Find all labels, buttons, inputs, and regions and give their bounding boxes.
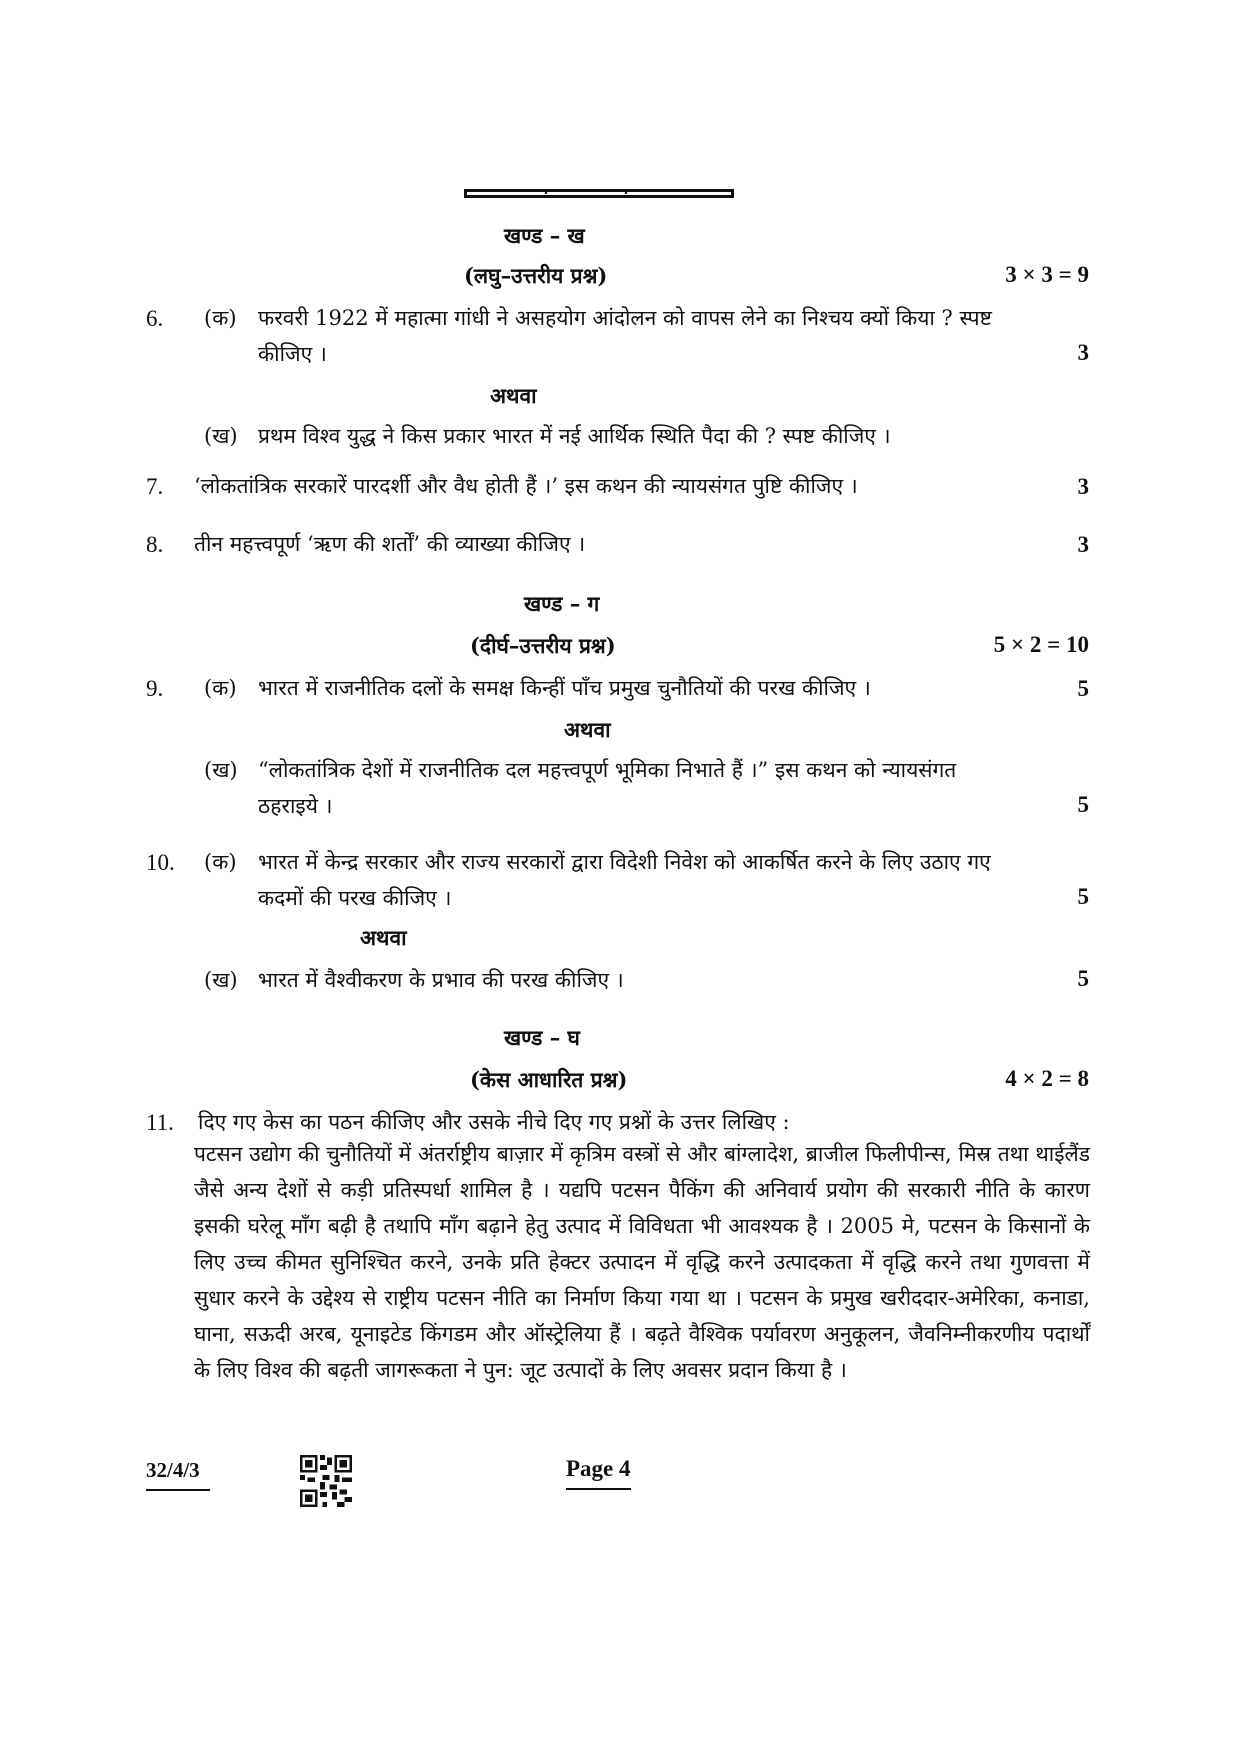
q9-or: अथवा: [564, 717, 611, 742]
footer-page-number: Page 4: [566, 1456, 631, 1490]
q6-part-a-line1: फरवरी 1922 में महात्मा गांधी ने असहयोग आंदोलन को वापस लेने का निश्चय क्यों किया ? स्पष्ट: [258, 306, 992, 330]
q10-part-b-marks: 5: [1077, 966, 1089, 991]
q9-number: 9.: [146, 676, 164, 701]
section-c-heading: खण्ड – ग: [524, 591, 600, 616]
section-d-marks-scheme: 4 × 2 = 8: [1005, 1066, 1089, 1091]
q11-number: 11.: [146, 1110, 174, 1135]
q6-part-a-line2: कीजिए ।: [258, 342, 327, 366]
divider-tick: [625, 189, 627, 194]
q11-case-passage: पटसन उद्योग की चुनौतियों में अंतर्राष्ट्रीय बाज़ार में कृत्रिम वस्त्रों से और बांग्लादेश, ब्राजील फिलीपीन्स, मिस्र तथा थाईलैंड जैसे अन्य देशों से कड़ी प्रतिस्पर्धा शामिल है । यद्यपि पटसन पैकिंग की अनिवार्य प्रयोग की सरकारी नीति के कारण इसकी घरेलू माँग बढ़ी है तथापि माँग बढ़ाने हेतु उत्पाद में विविधता भी आवश्यक है । 2005 मे, पटसन के किसानों के लिए उच्च कीमत सुनिश्चित करने, उनके प्रति हेक्टर उत्पादन में वृद्धि करने उत्पादकता में वृद्धि करने तथा गुणवत्ता में सुधार करने के उद्देश्य से राष्ट्रीय पटसन नीति का निर्माण किया गया था । पटसन के प्रमुख खरीददार-अमेरिका, कनाडा, घाना, सऊदी अरब, यूनाइटेड किंगडम और ऑस्ट्रेलिया हैं । बढ़ते वैश्विक पर्यावरण अनुकूलन, जैवनिम्नीकरणीय पदार्थों के लिए विश्व की बढ़ती जागरूकता ने पुन: जूट उत्पादों के लिए अवसर प्रदान किया है ।: [194, 1142, 1090, 1382]
q10-part-a-line1: भारत में केन्द्र सरकार और राज्य सरकारों द्वारा विदेशी निवेश को आकर्षित करने के लिए उठाए गए: [258, 850, 991, 874]
q6-part-b-text: प्रथम विश्व युद्ध ने किस प्रकार भारत में नई आर्थिक स्थिति पैदा की ? स्पष्ट कीजिए ।: [258, 424, 891, 448]
divider-tick: [545, 189, 547, 194]
q9-part-b-line1: “लोकतांत्रिक देशों में राजनीतिक दल महत्त्वपूर्ण भूमिका निभाते हैं ।” इस कथन को न्यायसंगत: [258, 758, 957, 782]
section-b-heading: खण्ड – ख: [504, 223, 585, 248]
q6-part-a-marks: 3: [1077, 340, 1089, 365]
q7-marks: 3: [1077, 474, 1089, 499]
q11-instruction: दिए गए केस का पठन कीजिए और उसके नीचे दिए गए प्रश्नों के उत्तर लिखिए :: [198, 1110, 790, 1134]
q8-marks: 3: [1077, 532, 1089, 557]
section-c-marks-scheme: 5 × 2 = 10: [993, 632, 1089, 657]
q6-number: 6.: [146, 306, 164, 331]
q6-part-a-label: (क): [204, 306, 237, 330]
q10-part-b-label: (ख): [204, 968, 238, 992]
q9-part-b-line2: ठहराइये ।: [258, 794, 333, 818]
q9-part-a-marks: 5: [1077, 676, 1089, 701]
q10-number: 10.: [146, 850, 175, 875]
footer-paper-code: 32/4/3: [146, 1458, 210, 1491]
section-c-subheading: (दीर्घ–उत्तरीय प्रश्न): [470, 633, 616, 658]
q8-number: 8.: [146, 532, 164, 557]
q9-part-b-label: (ख): [204, 758, 238, 782]
q8-text: तीन महत्त्वपूर्ण ‘ऋण की शर्तों’ की व्याख्या कीजिए ।: [194, 532, 586, 556]
q10-part-a-line2: कदमों की परख कीजिए ।: [258, 886, 452, 910]
q9-part-b-marks: 5: [1077, 792, 1089, 817]
q9-part-a-label: (क): [204, 676, 237, 700]
section-b-subheading: (लघु–उत्तरीय प्रश्न): [464, 263, 608, 288]
q7-number: 7.: [146, 474, 164, 499]
top-divider-bar: [464, 189, 734, 198]
qr-code-icon: [300, 1455, 352, 1507]
q6-or: अथवा: [490, 383, 537, 408]
q7-text: ‘लोकतांत्रिक सरकारें पारदर्शी और वैध होती हैं ।’ इस कथन की न्यायसंगत पुष्टि कीजिए ।: [194, 474, 858, 498]
section-d-subheading: (केस आधारित प्रश्न): [470, 1067, 628, 1092]
q10-or: अथवा: [360, 925, 407, 950]
q10-part-b-text: भारत में वैश्वीकरण के प्रभाव की परख कीजिए ।: [258, 968, 624, 992]
q6-part-b-label: (ख): [204, 424, 238, 448]
q10-part-a-marks: 5: [1077, 884, 1089, 909]
q9-part-a-text: भारत में राजनीतिक दलों के समक्ष किन्हीं पाँच प्रमुख चुनौतियों की परख कीजिए ।: [258, 676, 871, 700]
section-b-marks-scheme: 3 × 3 = 9: [1005, 262, 1089, 287]
q10-part-a-label: (क): [204, 850, 237, 874]
section-d-heading: खण्ड – घ: [504, 1025, 580, 1050]
